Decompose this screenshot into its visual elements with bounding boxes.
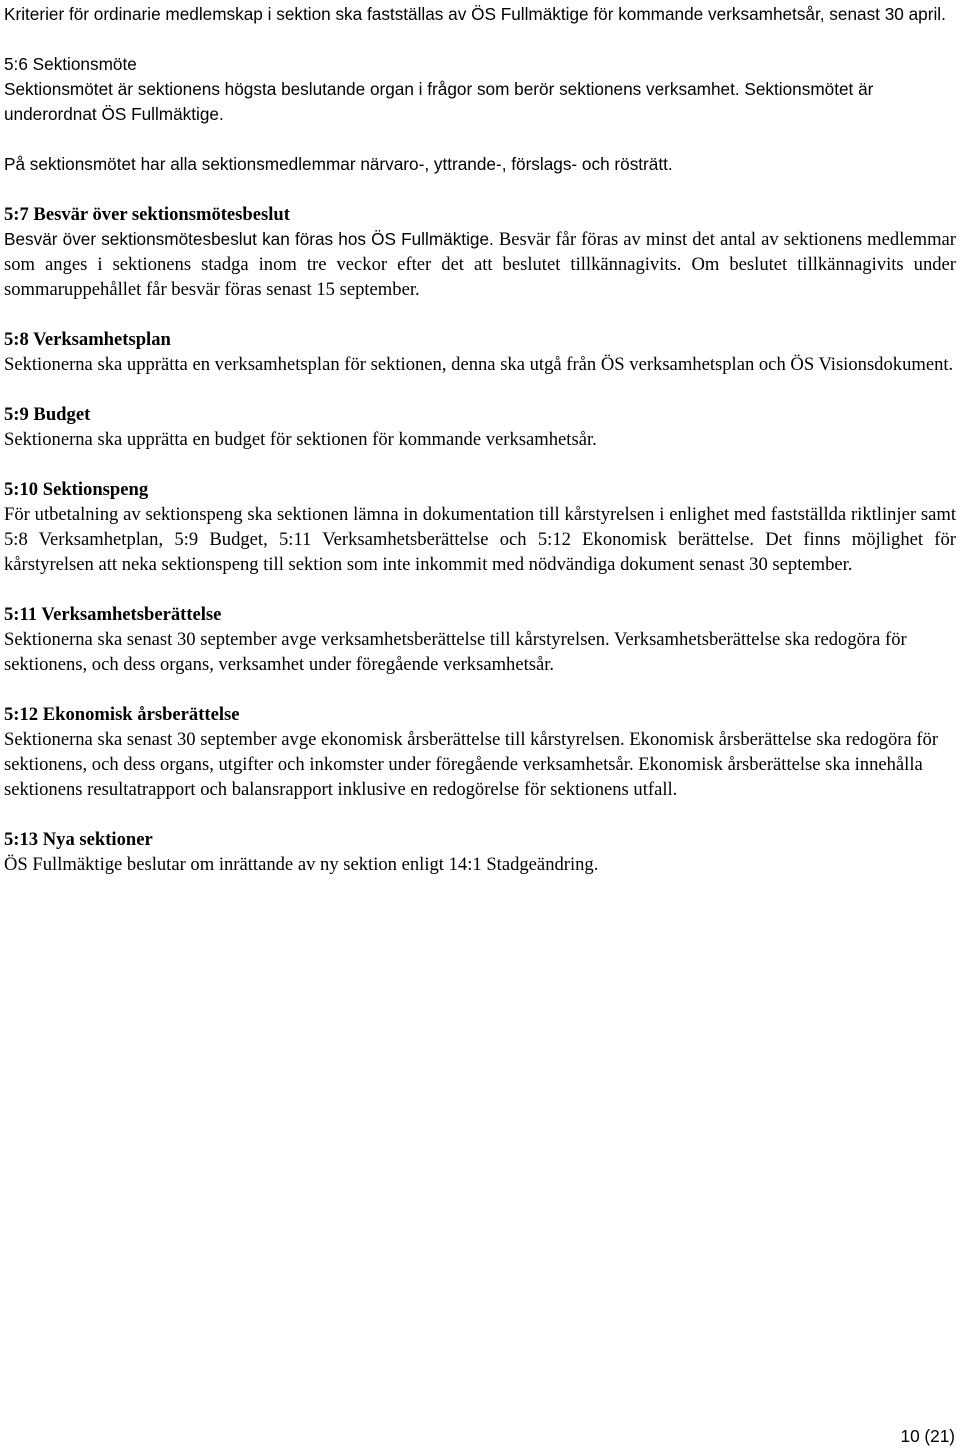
section-5-6 bbox=[4, 52, 956, 127]
intro-text: Kriterier för ordinarie medlemskap i sektion ska fastställas av ÖS Fullmäktige för kommande verksamhetsår, senast 30 april. bbox=[4, 4, 946, 24]
section-paragraph: Sektionsmötet är sektionens högsta beslutande organ i frågor som berör sektionens verksamhet. Sektionsmötet är underordnat ÖS Fullmäktige. bbox=[4, 79, 874, 124]
section-5-12 bbox=[4, 702, 956, 802]
section-body: Besvär får föras av minst det antal av sektionens medlemmar som anges i sektionens stadga inom tre veckor efter det att beslutet tillkännagivits. Om beslutet tillkännagivits under sommaruppehållet får besvär föras senast 15 september. bbox=[4, 229, 956, 300]
section-5-11 bbox=[4, 602, 956, 677]
section-heading: 5:6 Sektionsmöte bbox=[4, 54, 137, 74]
document-page bbox=[4, 2, 956, 902]
section-heading: 5:9 Budget bbox=[4, 404, 91, 425]
section-paragraph bbox=[4, 227, 956, 302]
section-heading: 5:11 Verksamhetsberättelse bbox=[4, 604, 222, 625]
section-heading: 5:10 Sektionspeng bbox=[4, 479, 149, 500]
section-paragraph: På sektionsmötet har alla sektionsmedlemmar närvaro-, yttrande-, förslags- och rösträtt. bbox=[4, 154, 673, 174]
section-5-9 bbox=[4, 402, 956, 452]
section-heading: 5:8 Verksamhetsplan bbox=[4, 329, 171, 350]
section-paragraph: ÖS Fullmäktige beslutar om inrättande av ny sektion enligt 14:1 Stadgeändring. bbox=[4, 854, 599, 875]
section-paragraph: Sektionerna ska upprätta en verksamhetsplan för sektionen, denna ska utgå från ÖS verksamhetsplan och ÖS Visionsdokument. bbox=[4, 354, 954, 375]
section-heading: 5:13 Nya sektioner bbox=[4, 829, 153, 850]
section-heading: 5:12 Ekonomisk årsberättelse bbox=[4, 704, 240, 725]
section-paragraph: Sektionerna ska senast 30 september avge ekonomisk årsberättelse till kårstyrelsen. Ekonomisk årsberättelse ska redogöra för sektionens, och dess organs, utgifter och inkomster under föregående verksamhetsår. Ekonomisk årsberättelse ska innehålla sektionens resultatrapport och balansrapport inklusive en redogörelse för sektionens utfall. bbox=[4, 729, 939, 800]
section-lead: Besvär över sektionsmötesbeslut kan föras hos ÖS Fullmäktige. bbox=[4, 229, 494, 249]
section-paragraph: Sektionerna ska upprätta en budget för sektionen för kommande verksamhetsår. bbox=[4, 429, 597, 450]
section-5-8 bbox=[4, 327, 956, 377]
section-heading: 5:7 Besvär över sektionsmötesbeslut bbox=[4, 204, 290, 225]
section-5-10 bbox=[4, 477, 956, 577]
section-5-7 bbox=[4, 202, 956, 302]
section-paragraph: Sektionerna ska senast 30 september avge verksamhetsberättelse till kårstyrelsen. Verksamhetsberättelse ska redogöra för sektionens, och dess organs, verksamhet under föregående verksamhetsår. bbox=[4, 629, 907, 675]
page-number: 10 (21) bbox=[900, 1426, 955, 1446]
section-5-6-voting bbox=[4, 152, 956, 177]
intro-paragraph bbox=[4, 2, 956, 27]
section-5-13 bbox=[4, 827, 956, 877]
section-paragraph: För utbetalning av sektionspeng ska sektionen lämna in dokumentation till kårstyrelsen i enlighet med fastställda riktlinjer samt 5:8 Verksamhetplan, 5:9 Budget, 5:11 Verksamhetsberättelse och 5:12 Ekonomisk berättelse. Det finns möjlighet för kårstyrelsen att neka sektionspeng till sektion som inte inkommit med nödvändiga dokument senast 30 september. bbox=[4, 504, 956, 575]
